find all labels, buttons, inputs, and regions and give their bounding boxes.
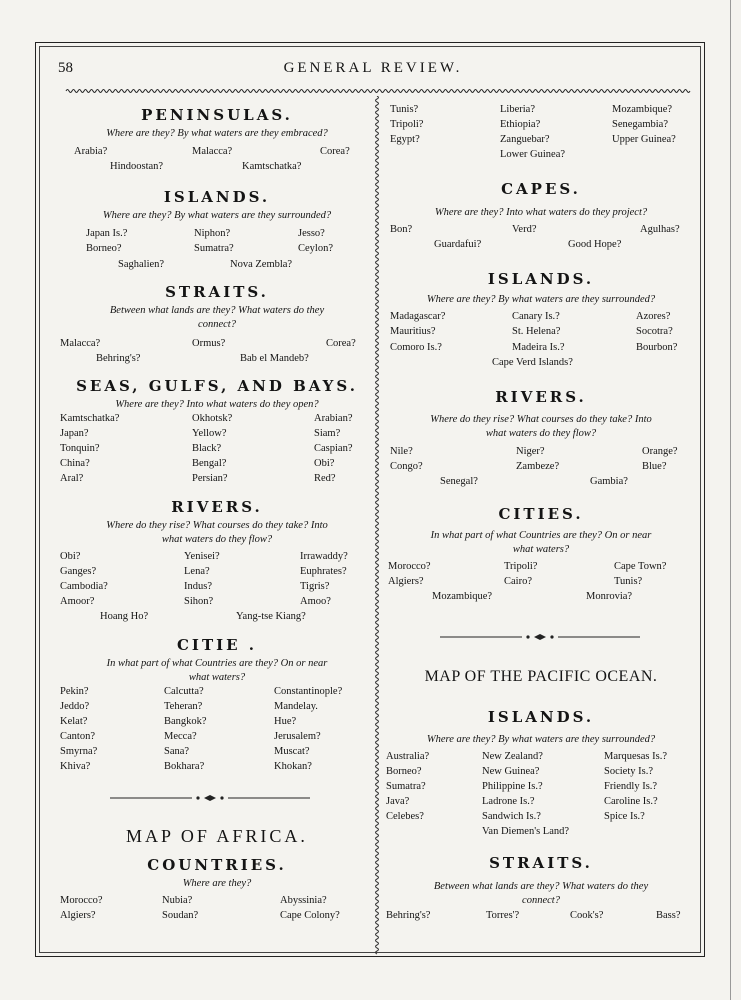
list-item: Caroline Is.? [604,796,658,807]
list-item: Khiva? [60,761,91,772]
list-item: Cambodia? [60,581,108,592]
list-item: Verd? [512,224,537,235]
list-item: Sihon? [184,596,214,607]
list-item: Algiers? [60,910,96,921]
list-item: Ganges? [60,566,97,577]
africa-cities-question-line-1: In what part of what Countries are they? On or near [430,530,652,541]
list-item: Zanguebar? [500,134,550,145]
list-item: Khokan? [274,761,312,772]
page-number: 58 [58,60,73,76]
list-item: Red? [314,473,336,484]
africa-islands-title: ISLANDS. [487,270,595,288]
list-item: Good Hope? [568,239,622,250]
list-item: Kelat? [60,716,88,727]
list-item: Cape Verd Islands? [492,357,573,368]
list-item: Borneo? [86,243,122,254]
list-item: Egypt? [390,134,420,145]
list-item: Malacca? [192,146,233,157]
africa-rivers-title: RIVERS. [495,388,587,406]
list-item: Bass? [656,910,681,921]
list-item: Australia? [386,751,430,762]
africa-map-title: MAP OF AFRICA. [126,826,308,846]
africa-rivers-question-line-2: what waters do they flow? [485,428,597,439]
list-item: Java? [386,796,410,807]
islands-question: Where are they? By what waters are they surrounded? [102,210,332,221]
list-item: Tunis? [390,104,419,115]
list-item: Yenisei? [184,551,220,562]
pacific-straits-question-line-1: Between what lands are they? What waters do they [433,881,649,892]
list-item: Ceylon? [298,243,333,254]
list-item: Behring's? [386,910,431,921]
cities-question-line-1: In what part of what Countries are they? On or near [106,658,328,669]
list-item: Madagascar? [390,311,446,322]
list-item: Sumatra? [386,781,426,792]
list-item: Yellow? [192,428,227,439]
seas-title: SEAS, GULFS, AND BAYS. [76,377,358,395]
list-item: Bengal? [192,458,227,469]
list-item: Mozambique? [612,104,673,115]
list-item: Canary Is.? [512,311,560,322]
list-item: Soudan? [162,910,199,921]
capes-title: CAPES. [501,180,581,198]
list-item: Siam? [314,428,341,439]
list-item: Jerusalem? [274,731,321,742]
list-item: Sumatra? [194,243,234,254]
list-item: Bokhara? [164,761,205,772]
list-item: Morocco? [388,561,431,572]
list-item: Nubia? [162,895,193,906]
list-item: Obi? [60,551,81,562]
list-item: Cape Town? [614,561,667,572]
countries-question: Where are they? [182,878,252,889]
list-item: Niger? [516,446,545,457]
pacific-straits-question-line-2: connect? [522,895,560,906]
list-item: Obi? [314,458,335,469]
list-item: Cook's? [570,910,604,921]
list-item: Jeddo? [60,701,90,712]
ornament-rule [440,633,640,641]
list-item: Okhotsk? [192,413,233,424]
list-item: Behring's? [96,353,141,364]
list-item: Algiers? [388,576,424,587]
list-item: Cairo? [504,576,532,587]
list-item: Pekin? [60,686,89,697]
list-item: Euphrates? [300,566,347,577]
rivers-question-line-1: Where do they rise? What courses do they take? Into [106,520,328,531]
running-title: GENERAL REVIEW. [283,60,463,76]
pacific-islands-question: Where are they? By what waters are they surrounded? [426,734,656,745]
africa-cities-title: CITIES. [498,505,584,523]
list-item: Bourbon? [636,342,678,353]
peninsulas-title: PENINSULAS. [141,106,293,124]
seas-question: Where are they? Into what waters do they open? [115,399,319,410]
africa-islands-question: Where are they? By what waters are they surrounded? [426,294,656,305]
list-item: Constantinople? [274,686,343,697]
list-item: Muscat? [274,746,310,757]
list-item: Smyrna? [60,746,98,757]
list-item: Nile? [390,446,413,457]
straits-question-line-1: Between what lands are they? What waters do they [109,305,325,316]
list-item: Mauritius? [390,326,436,337]
list-item: Ethiopia? [500,119,541,130]
list-item: Japan? [60,428,89,439]
list-item: Senegal? [440,476,478,487]
page-header [58,60,688,82]
list-item: Niphon? [194,228,231,239]
list-item: Japan Is.? [86,228,128,239]
list-item: Mandelay. [274,701,318,712]
list-item: Jesso? [298,228,325,239]
list-item: Bangkok? [164,716,207,727]
list-item: Agulhas? [640,224,680,235]
page-edge-line [730,0,731,1000]
list-item: Lena? [184,566,210,577]
list-item: Mozambique? [432,591,493,602]
list-item: Indus? [184,581,212,592]
islands-title: ISLANDS. [163,188,271,206]
list-item: Hoang Ho? [100,611,149,622]
list-item: Zambeze? [516,461,560,472]
list-item: Tripoli? [390,119,424,130]
list-item: New Guinea? [482,766,540,777]
list-item: Cape Colony? [280,910,340,921]
list-item: Malacca? [60,338,101,349]
list-item: Kamtschatka? [60,413,120,424]
list-item: Amoo? [300,596,331,607]
list-item: Ormus? [192,338,226,349]
list-item: Arabian? [314,413,353,424]
list-item: Calcutta? [164,686,204,697]
list-item: Morocco? [60,895,103,906]
header-wavy-rule [0,86,741,96]
list-item: Ladrone Is.? [482,796,535,807]
list-item: Azores? [636,311,671,322]
africa-rivers-question-line-1: Where do they rise? What courses do they take? Into [430,414,652,425]
list-item: Monrovia? [586,591,633,602]
list-item: Guardafui? [434,239,482,250]
list-item: Bon? [390,224,413,235]
list-item: Philippine Is.? [482,781,543,792]
list-item: St. Helena? [512,326,561,337]
ornament-rule [110,794,310,802]
list-item: Arabia? [74,146,108,157]
capes-question: Where are they? Into what waters do they project? [434,207,648,218]
list-item: Canton? [60,731,95,742]
list-item: Society Is.? [604,766,653,777]
list-item: Black? [192,443,222,454]
pacific-straits-title: STRAITS. [489,854,593,872]
list-item: Teheran? [164,701,203,712]
list-item: Bab el Mandeb? [240,353,309,364]
cities-question-line-2: what waters? [188,672,246,683]
list-item: Madeira Is.? [512,342,565,353]
list-item: Aral? [60,473,84,484]
list-item: Van Diemen's Land? [482,826,570,837]
list-item: Spice Is.? [604,811,645,822]
list-item: Nova Zembla? [230,259,293,270]
list-item: Gambia? [590,476,628,487]
list-item: Hindoostan? [110,161,164,172]
list-item: Sana? [164,746,190,757]
list-item: Orange? [642,446,678,457]
list-item: Friendly Is.? [604,781,658,792]
list-item: Tunis? [614,576,643,587]
list-item: Mecca? [164,731,197,742]
countries-title: COUNTRIES. [147,856,287,874]
list-item: Irrawaddy? [300,551,348,562]
list-item: Corea? [326,338,356,349]
list-item: Tonquin? [60,443,100,454]
list-item: Borneo? [386,766,422,777]
list-item: Upper Guinea? [612,134,676,145]
list-item: Kamtschatka? [242,161,302,172]
list-item: Hue? [274,716,297,727]
peninsulas-question: Where are they? By what waters are they embraced? [106,128,328,139]
pacific-map-title: MAP OF THE PACIFIC OCEAN. [424,668,658,685]
list-item: Socotra? [636,326,673,337]
list-item: Liberia? [500,104,535,115]
list-item: Marquesas Is.? [604,751,667,762]
list-item: Yang-tse Kiang? [236,611,306,622]
list-item: Saghalien? [118,259,165,270]
list-item: Corea? [320,146,350,157]
rivers-title: RIVERS. [171,498,263,516]
list-item: Comoro Is.? [390,342,442,353]
pacific-islands-title: ISLANDS. [487,708,595,726]
list-item: Sandwich Is.? [482,811,541,822]
rivers-question-line-2: what waters do they flow? [161,534,273,545]
africa-cities-question-line-2: what waters? [512,544,570,555]
list-item: Persian? [192,473,228,484]
list-item: Blue? [642,461,667,472]
straits-question-line-2: connect? [198,319,236,330]
straits-title: STRAITS. [165,283,269,301]
cities-title: CITIE . [176,636,257,654]
list-item: Tripoli? [504,561,538,572]
list-item: Caspian? [314,443,353,454]
list-item: Celebes? [386,811,424,822]
list-item: China? [60,458,90,469]
list-item: Tigris? [300,581,330,592]
list-item: Congo? [390,461,423,472]
list-item: Torres'? [486,910,520,921]
list-item: Abyssinia? [280,895,327,906]
list-item: New Zealand? [482,751,543,762]
list-item: Amoor? [60,596,95,607]
list-item: Lower Guinea? [500,149,566,160]
list-item: Senegambia? [612,119,668,130]
